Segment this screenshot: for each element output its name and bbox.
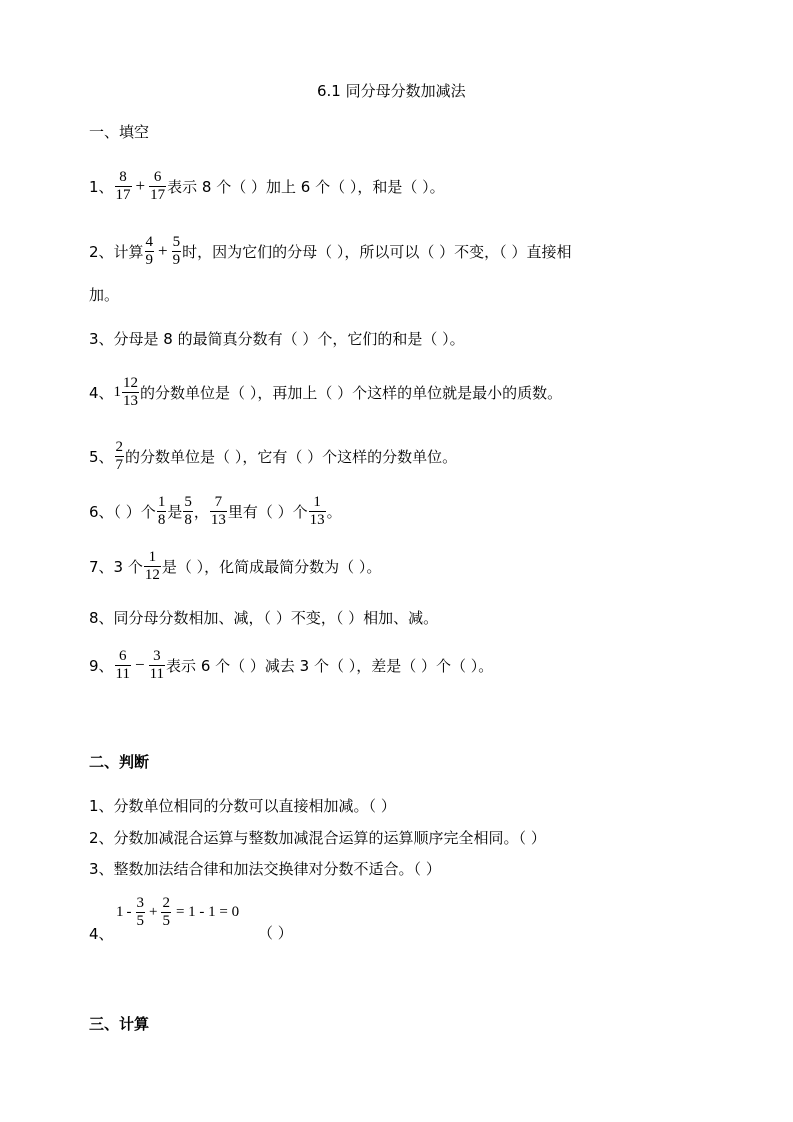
denominator: 11 xyxy=(149,665,165,682)
question-text: 的分数单位是（ ），再加上（ ）个这样的单位就是最小的质数。 xyxy=(140,383,563,402)
question-text: ， xyxy=(193,502,209,521)
judge-item-4-parens: （ ） xyxy=(258,924,293,942)
fraction xyxy=(183,494,193,529)
question-1 xyxy=(89,162,445,210)
question-text: 7、3 个 xyxy=(89,557,143,576)
question-text: 里有（ ）个 xyxy=(227,502,308,521)
numerator: 6 xyxy=(153,168,162,185)
fraction xyxy=(145,234,155,269)
question-number: 9、 xyxy=(89,656,114,675)
whole-number: 1 xyxy=(113,383,122,400)
numerator: 3 xyxy=(153,647,161,664)
denominator: 7 xyxy=(115,456,124,473)
denominator: 8 xyxy=(157,511,166,528)
numerator: 2 xyxy=(115,438,124,455)
fraction xyxy=(122,375,139,410)
numerator: 3 xyxy=(136,894,144,911)
denominator: 8 xyxy=(184,511,192,528)
question-number: 1、 xyxy=(89,177,114,196)
plus-sign: + xyxy=(149,903,158,920)
numerator: 12 xyxy=(123,374,139,391)
fraction xyxy=(161,895,171,930)
question-text: 表示 8 个（ ）加上 6 个（ ），和是（ ）。 xyxy=(167,177,445,196)
whole-number: 1 xyxy=(116,903,124,920)
numerator: 8 xyxy=(119,168,127,185)
equation-rest: = 1 - 1 = 0 xyxy=(175,903,240,920)
numerator: 5 xyxy=(172,233,181,250)
judge-item-3: 3、整数加法结合律和加法交换律对分数不适合。（ ） xyxy=(89,860,441,878)
section-heading-calculate: 三、计算 xyxy=(89,1015,150,1033)
fraction xyxy=(115,439,125,474)
numerator: 1 xyxy=(313,493,321,510)
page-title: 6.1 同分母分数加减法 xyxy=(317,82,466,100)
question-number: 4、 xyxy=(89,383,114,402)
question-text: 时，因为它们的分母（ ），所以可以（ ）不变，（ ）直接相 xyxy=(182,242,572,261)
denominator: 5 xyxy=(136,912,144,929)
question-text: 6、（ ）个 xyxy=(89,502,156,521)
fraction xyxy=(157,494,167,529)
numerator: 5 xyxy=(184,493,192,510)
fraction xyxy=(136,895,146,930)
plus-sign: + xyxy=(158,241,168,260)
denominator: 9 xyxy=(172,251,181,268)
fraction xyxy=(172,234,182,269)
denominator: 13 xyxy=(210,511,226,528)
denominator: 9 xyxy=(145,251,154,268)
numerator: 6 xyxy=(119,647,127,664)
fraction xyxy=(149,648,165,683)
numerator: 2 xyxy=(162,894,170,911)
fraction xyxy=(149,169,166,204)
denominator: 5 xyxy=(162,912,170,929)
question-3: 3、分母是 8 的最简真分数有（ ）个，它们的和是（ ）。 xyxy=(89,330,465,348)
judge-item-4-equation xyxy=(116,886,239,938)
fraction xyxy=(144,549,161,584)
question-9 xyxy=(89,641,493,689)
fraction xyxy=(115,169,132,204)
section-heading-judge: 二、判断 xyxy=(89,753,150,771)
numerator: 4 xyxy=(145,233,154,250)
plus-sign: + xyxy=(135,176,146,195)
fraction xyxy=(115,648,131,683)
judge-item-2: 2、分数加减混合运算与整数加减混合运算的运算顺序完全相同。（ ） xyxy=(89,829,546,847)
denominator: 12 xyxy=(144,566,160,583)
question-4 xyxy=(89,368,562,416)
question-text: 是 xyxy=(167,502,183,521)
fraction xyxy=(309,494,326,529)
fraction xyxy=(210,494,227,529)
question-text: 是（ ），化简成最简分数为（ ）。 xyxy=(161,557,382,576)
question-5 xyxy=(89,432,457,480)
question-7 xyxy=(89,542,381,590)
question-2-continuation: 加。 xyxy=(89,286,120,304)
question-number: 5、 xyxy=(89,447,114,466)
numerator: 1 xyxy=(157,493,166,510)
numerator: 1 xyxy=(148,548,157,565)
question-6 xyxy=(89,487,342,535)
minus-sign: − xyxy=(135,655,145,674)
question-2 xyxy=(89,227,571,275)
judge-item-1: 1、分数单位相同的分数可以直接相加减。（ ） xyxy=(89,797,396,815)
question-text: 表示 6 个（ ）减去 3 个（ ），差是（ ）个（ ）。 xyxy=(166,656,494,675)
denominator: 13 xyxy=(309,511,325,528)
denominator: 17 xyxy=(115,186,131,203)
denominator: 17 xyxy=(150,186,166,203)
question-number: 2、计算 xyxy=(89,242,144,261)
question-8: 8、同分母分数相加、减，（ ）不变，（ ）相加、减。 xyxy=(89,609,439,627)
minus-sign: - xyxy=(126,903,132,920)
denominator: 11 xyxy=(115,665,130,682)
section-heading-fill-blank: 一、填空 xyxy=(89,123,150,141)
denominator: 13 xyxy=(123,392,139,409)
question-text: 的分数单位是（ ），它有（ ）个这样的分数单位。 xyxy=(125,447,458,466)
judge-item-4-number: 4、 xyxy=(89,925,114,943)
numerator: 7 xyxy=(214,493,223,510)
question-text: 。 xyxy=(326,502,342,521)
